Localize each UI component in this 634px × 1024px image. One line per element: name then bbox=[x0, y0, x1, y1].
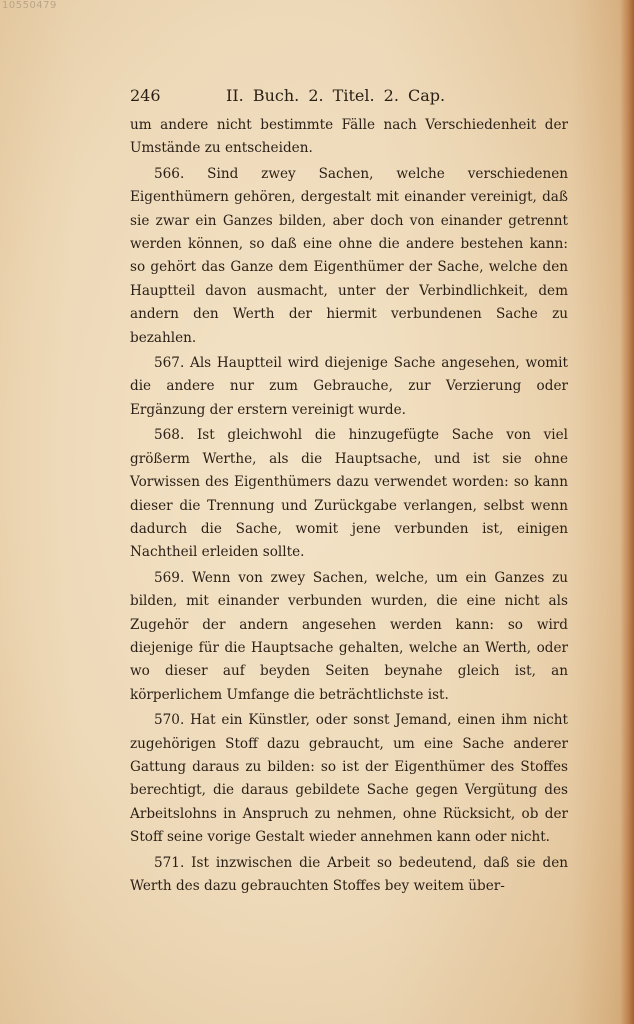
page-header bbox=[130, 86, 570, 108]
paragraph-570: 570. Hat ein Künstler, oder sonst Jemand, einen ihm nicht zugehörigen Stoff dazu gebraucht, um eine Sache anderer Gattung daraus zu bilden: so ist der Eigenthümer des Stoffes berechtigt, die daraus gebildete Sache gegen Vergütung des Arbeitslohns in Anspruch zu nehmen, ohne Rücksicht, ob der Stoff seine vorige Gestalt wieder annehmen kann oder nicht. bbox=[130, 712, 568, 846]
paragraph-continuation: um andere nicht bestimmte Fälle nach Verschiedenheit der Umstände zu entscheiden. bbox=[130, 117, 568, 157]
paragraph-569: 569. Wenn von zwey Sachen, welche, um ein Ganzes zu bilden, mit einander verbunden wurden, die eine nicht als Zugehör der andern angesehen werden kann: so wird diejenige für die Hauptsache gehalten, welche an Werth, oder wo dieser auf beyden Seiten beynahe gleich ist, an körperlichem Umfange die beträchtlichste ist. bbox=[130, 569, 568, 703]
paragraph-571: 571. Ist inzwischen die Arbeit so bedeutend, daß sie den Werth des dazu gebrauchten Stoffes bey weitem über- bbox=[130, 854, 568, 894]
running-title: II. Buch. 2. Titel. 2. Cap. bbox=[226, 86, 446, 105]
page-number: 246 bbox=[130, 86, 161, 105]
paragraph-567: 567. Als Hauptteil wird diejenige Sache angesehen, womit die andere nur zum Gebrauche, zur Verzierung oder Ergänzung der erstern vereinigt wurde. bbox=[130, 355, 568, 418]
paragraph-568: 568. Ist gleichwohl die hinzugefügte Sache von viel größerm Werthe, als die Hauptsache, und ist sie ohne Vorwissen des Eigenthümers dazu verwendet worden: so kann dieser die Trennung und Zurückgabe verlangen, selbst wenn dadurch die Sache, womit jene verbunden ist, einigen Nachtheil erleiden sollte. bbox=[130, 427, 568, 561]
scan-stamp: 10550479 bbox=[2, 0, 57, 11]
page-edge-shadow bbox=[620, 0, 634, 1024]
paragraph-566: 566. Sind zwey Sachen, welche verschiedenen Eigenthümern gehören, dergestalt mit einander vereinigt, daß sie zwar ein Ganzes bilden, aber doch von einander getrennt werden können, so daß eine ohne die andere bestehen kann: so gehört das Ganze dem Eigenthümer der Sache, welche den Hauptteil davon ausmacht, unter der Verbindlichkeit, dem andern den Werth der hiermit verbundenen Sache zu bezahlen. bbox=[130, 165, 568, 346]
body-text bbox=[130, 114, 568, 898]
